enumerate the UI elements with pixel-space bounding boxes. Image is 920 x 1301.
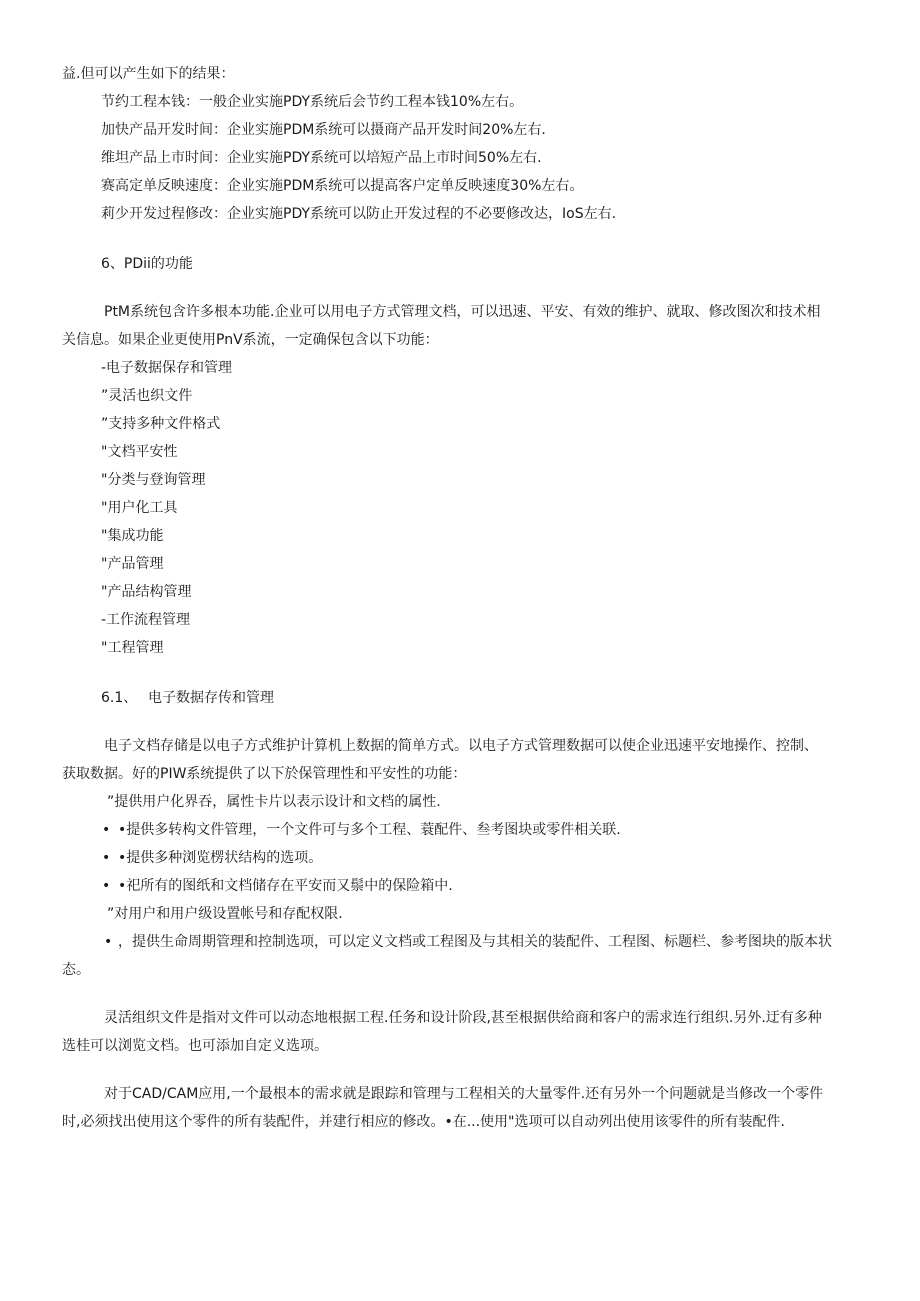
paragraph-line: 灵活组织文件是指对文件可以动态地根据工程.任务和设计阶段,甚至根据供给商和客户的需求连行组织.另外.迂有多种 bbox=[104, 1010, 822, 1026]
paragraph-line: 选桂可以浏览文档。也可添加自定义选项。 bbox=[62, 1038, 328, 1054]
result-item: 莉少开发过程修改：企业实施PDY系统可以防止开发过程的不必要修改达，IoS左右. bbox=[101, 206, 617, 222]
paragraph-line: 对于CAD/CAM应用,一个最根本的需求就是跟踪和管理与工程相关的大量零件.还有另外一个问题就是当修改一个零件 bbox=[104, 1086, 824, 1102]
feature-item: "文档平安性 bbox=[101, 444, 178, 460]
feature-item: "产品结构管理 bbox=[101, 584, 192, 600]
feature-item: ”支持多种文件格式 bbox=[101, 416, 221, 432]
subsection-title: 电子数据存传和管理 bbox=[148, 690, 274, 706]
feature-item: -电子数据保存和管理 bbox=[101, 360, 233, 376]
subsection-item: ”提供用户化界吞，属性卡片以表示设计和文档的属性. bbox=[107, 794, 441, 810]
feature-item: "产品管理 bbox=[101, 556, 164, 572]
feature-item: "集成功能 bbox=[101, 528, 164, 544]
feature-item: -工作流程管理 bbox=[101, 612, 191, 628]
bullet-marker: • bbox=[102, 878, 111, 894]
result-item: 加快产品开发时间：企业实施PDM系统可以摄商产品开发时间20%左右. bbox=[101, 122, 546, 138]
bullet-marker: • bbox=[102, 822, 111, 838]
subsection-item: •提供多转构文件管理，一个文件可与多个工程、蓑配件、叁考图块或零件相关联. bbox=[118, 822, 621, 838]
subsection-item: •提供多种浏览楞状结构的选项。 bbox=[118, 850, 323, 866]
paragraph-line: 时,必须找出使用这个零件的所有装配件，并建行相应的修改。•在...使用"选项可以自动列出使用该零件的所有装配件. bbox=[62, 1114, 785, 1130]
section-heading: 6、PDii的功能 bbox=[101, 256, 193, 272]
feature-item: "工程管理 bbox=[101, 640, 164, 656]
intro-lead: 益.但可以产生如下的结果： bbox=[62, 66, 235, 82]
result-item: 节约工程本钱：一般企业实施PDY系统后会节约工程本钱10%左右。 bbox=[101, 94, 524, 110]
subsection-item-continued: 态。 bbox=[62, 962, 90, 978]
feature-item: ”灵活也织文件 bbox=[101, 388, 193, 404]
result-item: 赛高定单反映速度：企业实施PDM系统可以提高客户定单反映速度30%左右。 bbox=[101, 178, 584, 194]
feature-item: "分类与登询管理 bbox=[101, 472, 206, 488]
result-item: 维坦产品上市时间：企业实施PDY系统可以培短产品上市时间50%左右. bbox=[101, 150, 542, 166]
bullet-marker: • bbox=[102, 850, 111, 866]
section-paragraph-line: PtM系统包含许多根本功能.企业可以用电子方式管理文档，可以迅速、平安、有效的维护、就取、修改图次和技术相 bbox=[104, 304, 821, 320]
subsection-item: •祀所有的图纸和文档储存在平安而又鬃中的保险箱中. bbox=[118, 878, 453, 894]
feature-item: "用户化工具 bbox=[101, 500, 178, 516]
subsection-number: 6.1、 bbox=[101, 690, 138, 706]
section-paragraph-line: 关信息。如果企业更使用PnV系流，一定确保包含以下功能： bbox=[62, 332, 439, 348]
subsection-paragraph-line: 获取数据。好的PIW系统提供了以下於保管理性和平安性的功能： bbox=[62, 766, 467, 782]
subsection-item: ，提供生命周期管理和控制选项，可以定义文档或工程图及与其相关的装配件、工程图、标题栏、参考图块的版本状 bbox=[118, 934, 832, 950]
subsection-item: ”对用户和用户级设置帐号和存配权限. bbox=[107, 906, 343, 922]
subsection-paragraph-line: 电子文档存储是以电子方式维护计算机上数据的简单方式。以电子方式管理数据可以使企业迅速平安地操作、控制、 bbox=[104, 738, 818, 754]
bullet-marker: • bbox=[104, 934, 113, 950]
